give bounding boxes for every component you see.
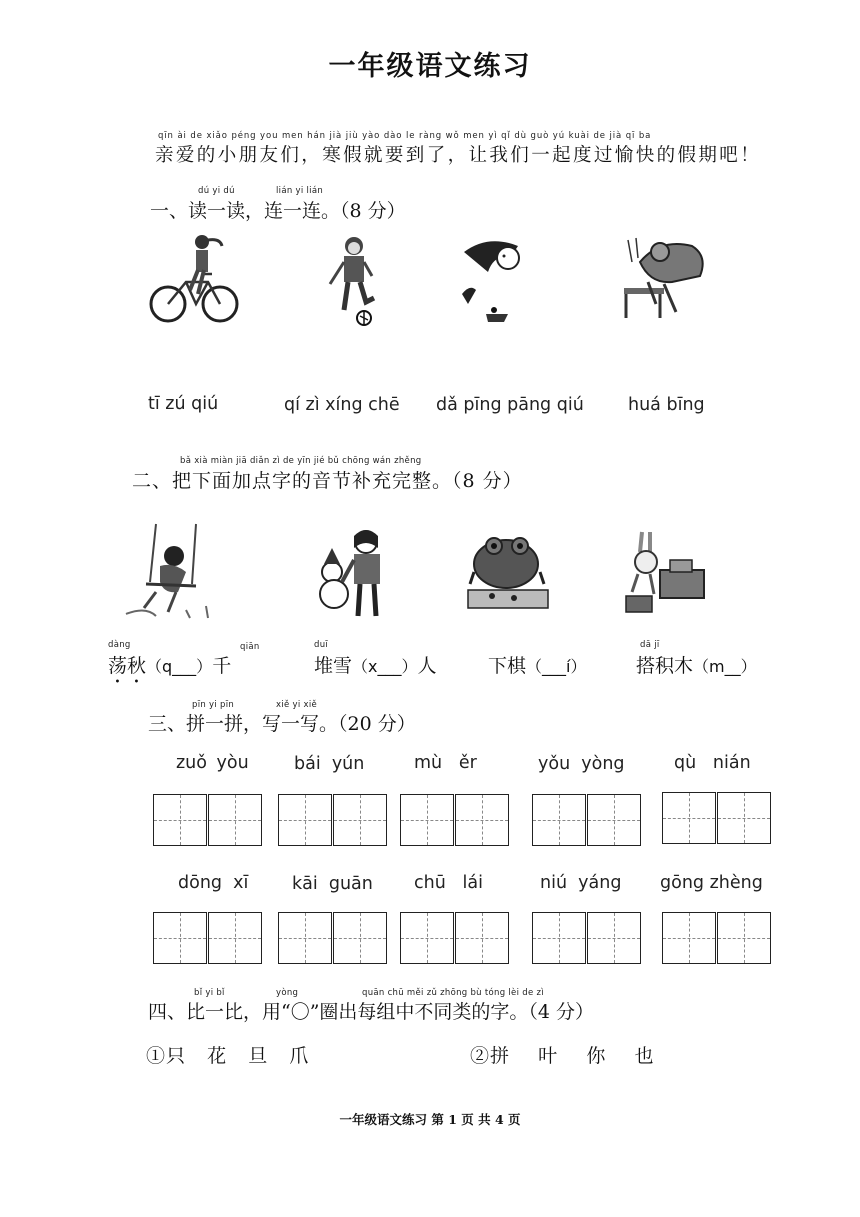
q2-item-4 (636, 651, 757, 678)
section3-row2-pinyin-3: chū lái (414, 873, 483, 893)
q2-item2-pinyin-a: duī (314, 640, 329, 650)
rabbit-with-blocks-image (620, 530, 706, 618)
q2-item4-blank[interactable]: （m__） (693, 657, 757, 676)
writing-grid-7[interactable] (278, 912, 390, 966)
section3-pinyin-a: pīn yi pīn (192, 700, 235, 710)
q2-item1-blank[interactable]: （q___） (146, 657, 213, 676)
page-footer: 一年级语文练习 第 1 页 共 4 页 (339, 1112, 521, 1127)
section3-row1-pinyin-4: yǒu yòng (538, 754, 625, 774)
section4-pinyin-c: quān chū měi zǔ zhōng bù tóng lèi de zì (362, 988, 544, 998)
q2-item3-blank[interactable]: （___í） (526, 657, 587, 676)
section3-heading: 三、拼一拼，写一写。（20 分） (148, 713, 416, 735)
section3-row1-pinyin-1: zuǒ yòu (176, 753, 249, 773)
child-on-swing-image (116, 522, 216, 622)
section1-option-2: qí zì xíng chē (284, 395, 400, 415)
section1-pinyin-a: dú yi dú (198, 186, 235, 196)
writing-grid-2[interactable] (278, 794, 390, 848)
section3-row2-pinyin-1: dōng xī (178, 873, 249, 893)
writing-grid-3[interactable] (400, 794, 512, 848)
section1-pinyin-b: lián yi lián (276, 186, 324, 196)
q2-item3-word-a: 下棋 (488, 655, 527, 677)
section3-row1-pinyin-2: bái yún (294, 754, 365, 774)
people-playing-ping-pong-image (458, 232, 530, 328)
q2-item1-word-b: 千 (212, 655, 232, 677)
q2-item4-word-a: 搭积木 (636, 655, 694, 677)
section1-option-4: huá bīng (628, 395, 705, 415)
q2-item2-blank[interactable]: （x___） (352, 657, 418, 676)
section2-pinyin: bǎ xià miàn jiā diǎn zì de yīn jié bǔ chōng wán zhěng (180, 456, 422, 466)
section3-row1-pinyin-3: mù ěr (414, 753, 477, 773)
section4-group-2: ②拼 叶 你 也 (470, 1045, 655, 1067)
section4-heading: 四、比一比，用“〇”圈出每组中不同类的字。（4 分） (148, 1001, 595, 1023)
writing-grid-9[interactable] (532, 912, 644, 966)
section4-group-1: ①只 花 旦 爪 (146, 1045, 310, 1067)
q2-item1-pinyin-a: dàng (108, 640, 131, 650)
section3-row1-pinyin-5: qù nián (674, 753, 751, 773)
q2-item-3 (488, 651, 586, 678)
section3-pinyin-b: xiě yi xiě (276, 700, 318, 710)
frogs-playing-chess-image (462, 522, 552, 614)
children-with-snowman-image (312, 526, 392, 622)
q2-item2-word-b: 人 (417, 655, 437, 677)
q2-item2-word-a: 堆雪 (314, 655, 353, 677)
q2-item-2 (314, 651, 437, 678)
section4-pinyin-b: yòng (276, 988, 299, 998)
writing-grid-4[interactable] (532, 794, 644, 848)
q2-item1-pinyin-b: qiān (240, 642, 260, 652)
q2-item-1 (108, 651, 231, 688)
section4-pinyin-a: bǐ yi bǐ (194, 988, 225, 998)
girl-riding-bicycle-image (146, 232, 242, 328)
section1-heading: 一、读一读，连一连。（8 分） (150, 200, 406, 222)
writing-grid-6[interactable] (153, 912, 265, 966)
section3-row2-pinyin-2: kāi guān (292, 874, 373, 894)
writing-grid-8[interactable] (400, 912, 512, 966)
intro-text: 亲爱的小朋友们，寒假就要到了，让我们一起度过愉快的假期吧！ (155, 145, 762, 166)
section3-row2-pinyin-5: gōng zhèng (660, 873, 763, 893)
writing-grid-5[interactable] (662, 792, 774, 846)
section3-row2-pinyin-4: niú yáng (540, 873, 622, 893)
boy-kicking-football-image (322, 232, 382, 328)
section1-option-3: dǎ pīng pāng qiú (436, 395, 584, 415)
q2-item4-pinyin-a: dā jī (640, 640, 660, 650)
q2-item1-word-a: 荡秋 (108, 655, 147, 677)
intro-pinyin: qīn ài de xiǎo péng you men hán jià jiù yào dào le ràng wǒ men yì qǐ dù guò yú kuài de jià qī ba (158, 131, 652, 141)
section1-option-1: tī zú qiú (148, 394, 219, 414)
section2-heading: 二、把下面加点字的音节补充完整。（8 分） (132, 470, 523, 492)
writing-grid-1[interactable] (153, 794, 265, 848)
writing-grid-10[interactable] (662, 912, 774, 966)
page-title: 一年级语文练习 (328, 51, 532, 82)
child-ice-skating-image (620, 232, 712, 324)
